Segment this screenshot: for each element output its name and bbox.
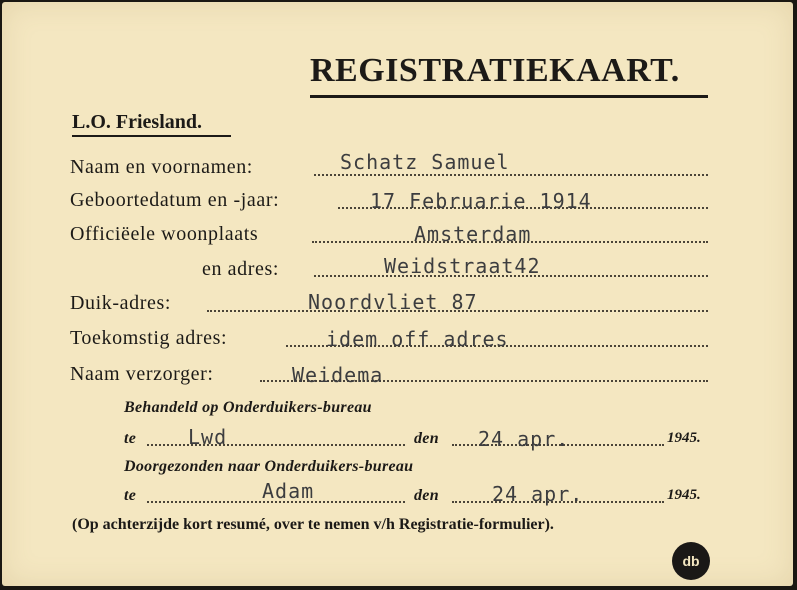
toekomstig-label: Toekomstig adres:	[70, 327, 228, 349]
behandeld-den-value: 24 apr.	[478, 427, 570, 451]
doorgezonden-den-label: den	[414, 487, 439, 504]
behandeld-heading: Behandeld op Onderduikers-bureau	[124, 399, 372, 416]
adres-label: en adres:	[202, 258, 280, 280]
seal-text: db	[682, 553, 700, 569]
footer-note: (Op achterzijde kort resumé, over te nemen v/h Registratie-formulier).	[72, 516, 554, 533]
geboorte-value: 17 Februarie 1914	[370, 189, 592, 213]
naam-value: Schatz Samuel	[340, 150, 510, 174]
organisation-name: L.O. Friesland.	[72, 111, 203, 133]
behandeld-te-value: Lwd	[188, 425, 228, 449]
adres-value: Weidstraat42	[384, 254, 541, 278]
doorgezonden-te-label: te	[124, 487, 137, 504]
verzorger-value: Weidema	[292, 363, 384, 387]
duik-value: Noordvliet 87	[308, 290, 478, 314]
woonplaats-value: Amsterdam	[414, 222, 532, 246]
doorgezonden-te-value: Adam	[262, 479, 315, 503]
geboorte-label: Geboortedatum en -jaar:	[70, 189, 280, 211]
registration-card	[2, 2, 793, 586]
duik-label: Duik-adres:	[70, 292, 172, 314]
title-underline	[310, 95, 708, 98]
doorgezonden-heading: Doorgezonden naar Onderduikers-bureau	[124, 458, 414, 475]
behandeld-den-label: den	[414, 430, 439, 447]
organisation-underline	[72, 135, 231, 137]
doorgezonden-den-value: 24 apr.	[492, 482, 584, 506]
behandeld-te-label: te	[124, 430, 137, 447]
behandeld-year: 1945.	[667, 430, 701, 446]
naam-dotted-line	[314, 174, 708, 176]
verzorger-label: Naam verzorger:	[70, 363, 214, 385]
woonplaats-label: Officiëele woonplaats	[70, 223, 259, 245]
printer-seal-icon	[672, 542, 710, 580]
naam-label: Naam en voornamen:	[70, 156, 253, 178]
card-title: REGISTRATIEKAART.	[310, 52, 680, 89]
doorgezonden-year: 1945.	[667, 487, 701, 503]
behandeld-te-dotted-line	[147, 444, 405, 446]
toekomstig-value: idem off adres	[326, 327, 509, 351]
